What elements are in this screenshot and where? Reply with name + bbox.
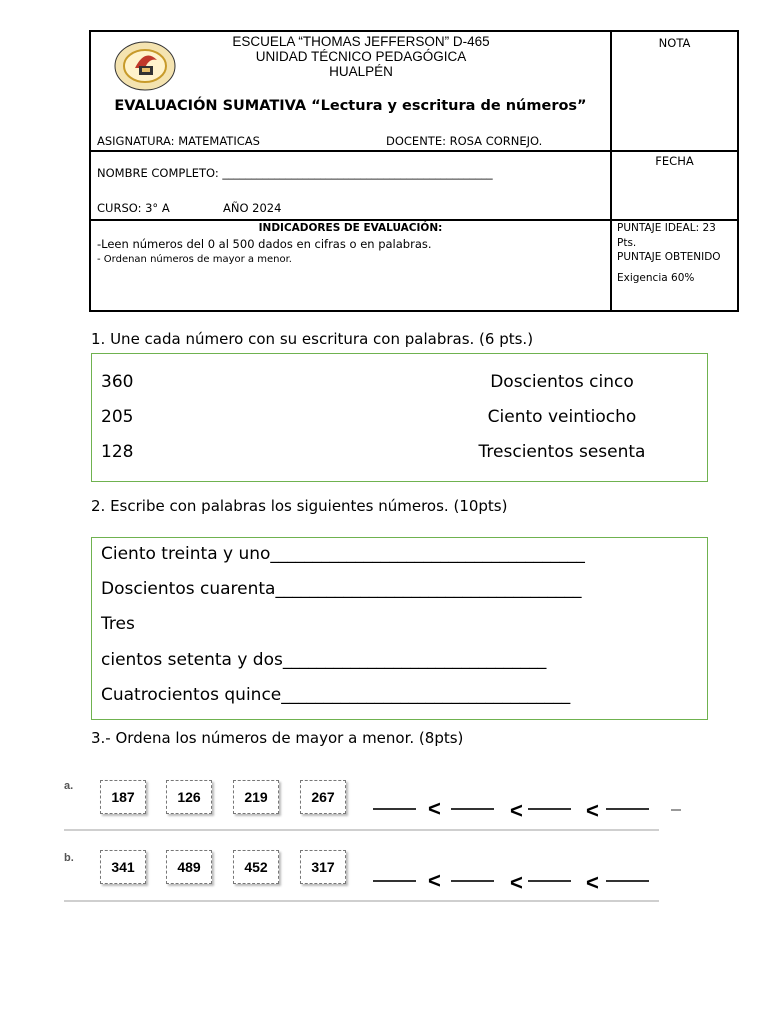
less-than-sign: < [510, 798, 523, 823]
score-ideal-unit: Pts. [617, 237, 637, 249]
school-logo [111, 38, 181, 94]
subject-label: ASIGNATURA: MATEMATICAS [97, 134, 260, 148]
school-seal-icon [111, 38, 181, 94]
less-than-sign: < [510, 870, 523, 895]
number-card: 126 [166, 780, 212, 814]
exam-title: EVALUACIÓN SUMATIVA “Lectura y escritura de números” [114, 98, 587, 114]
q2-answer-line[interactable]: Ciento treinta y uno_____________________________________ [101, 544, 585, 564]
answer-blank[interactable] [528, 808, 571, 810]
q1-number: 128 [101, 442, 134, 462]
answer-blank[interactable] [373, 808, 416, 810]
less-than-sign: < [586, 870, 599, 895]
requirement-label: Exigencia 60% [617, 272, 695, 284]
q2-answer-line[interactable]: Cuatrocientos quince__________________________________ [101, 685, 571, 705]
row-divider [91, 150, 737, 152]
header-table [89, 30, 739, 312]
row-separator [64, 829, 659, 831]
q1-word: Ciento veintiocho [487, 407, 637, 427]
question-1-box [91, 353, 708, 482]
fecha-label: FECHA [655, 154, 694, 168]
answer-blank[interactable] [451, 880, 494, 882]
answer-blank[interactable] [528, 880, 571, 882]
teacher-label: DOCENTE: ROSA CORNEJO. [386, 134, 543, 148]
column-divider [610, 32, 612, 310]
trailing-mark [671, 809, 681, 811]
number-card: 267 [300, 780, 346, 814]
row-separator [64, 900, 659, 902]
number-card: 317 [300, 850, 346, 884]
question-2-box [91, 537, 708, 720]
q2-answer-line[interactable]: cientos setenta y dos_______________________________ [101, 650, 547, 670]
less-than-sign: < [428, 868, 441, 893]
q2-answer-line[interactable]: Doscientos cuarenta____________________________________ [101, 579, 582, 599]
q1-number: 360 [101, 372, 134, 392]
question-1-title: 1. Une cada número con su escritura con palabras. (6 pts.) [91, 330, 534, 348]
number-card: 452 [233, 850, 279, 884]
question-2-title: 2. Escribe con palabras los siguientes números. (10pts) [91, 497, 508, 515]
row-a-label: a. [64, 780, 74, 792]
answer-blank[interactable] [373, 880, 416, 882]
year-label: AÑO 2024 [223, 201, 282, 215]
school-name: ESCUELA “THOMAS JEFFERSON” D-465 [232, 34, 490, 49]
q2-answer-line: Tres [101, 614, 135, 634]
answer-blank[interactable] [606, 808, 649, 810]
question-3-title: 3.- Ordena los números de mayor a menor. (8pts) [91, 729, 464, 747]
indicators-title: INDICADORES DE EVALUACIÓN: [258, 222, 443, 234]
row-divider [91, 219, 737, 221]
nota-label: NOTA [658, 36, 691, 50]
number-card: 341 [100, 850, 146, 884]
student-name-field[interactable]: NOMBRE COMPLETO: _______________________________________________ [97, 166, 493, 180]
q1-word: Doscientos cinco [490, 372, 634, 392]
number-card: 219 [233, 780, 279, 814]
indicator-2: - Ordenan números de mayor a menor. [97, 254, 292, 265]
score-ideal: PUNTAJE IDEAL: 23 [617, 222, 716, 234]
answer-blank[interactable] [451, 808, 494, 810]
course-label: CURSO: 3° A [97, 201, 170, 215]
q1-word: Trescientos sesenta [478, 442, 646, 462]
city-name: HUALPÉN [329, 64, 393, 79]
less-than-sign: < [428, 796, 441, 821]
less-than-sign: < [586, 798, 599, 823]
answer-blank[interactable] [606, 880, 649, 882]
number-card: 187 [100, 780, 146, 814]
score-obtained: PUNTAJE OBTENIDO [617, 251, 721, 263]
row-b-label: b. [64, 852, 74, 864]
department-name: UNIDAD TÉCNICO PEDAGÓGICA [255, 49, 467, 64]
q1-number: 205 [101, 407, 134, 427]
number-card: 489 [166, 850, 212, 884]
indicator-1: -Leen números del 0 al 500 dados en cifras o en palabras. [97, 237, 432, 251]
